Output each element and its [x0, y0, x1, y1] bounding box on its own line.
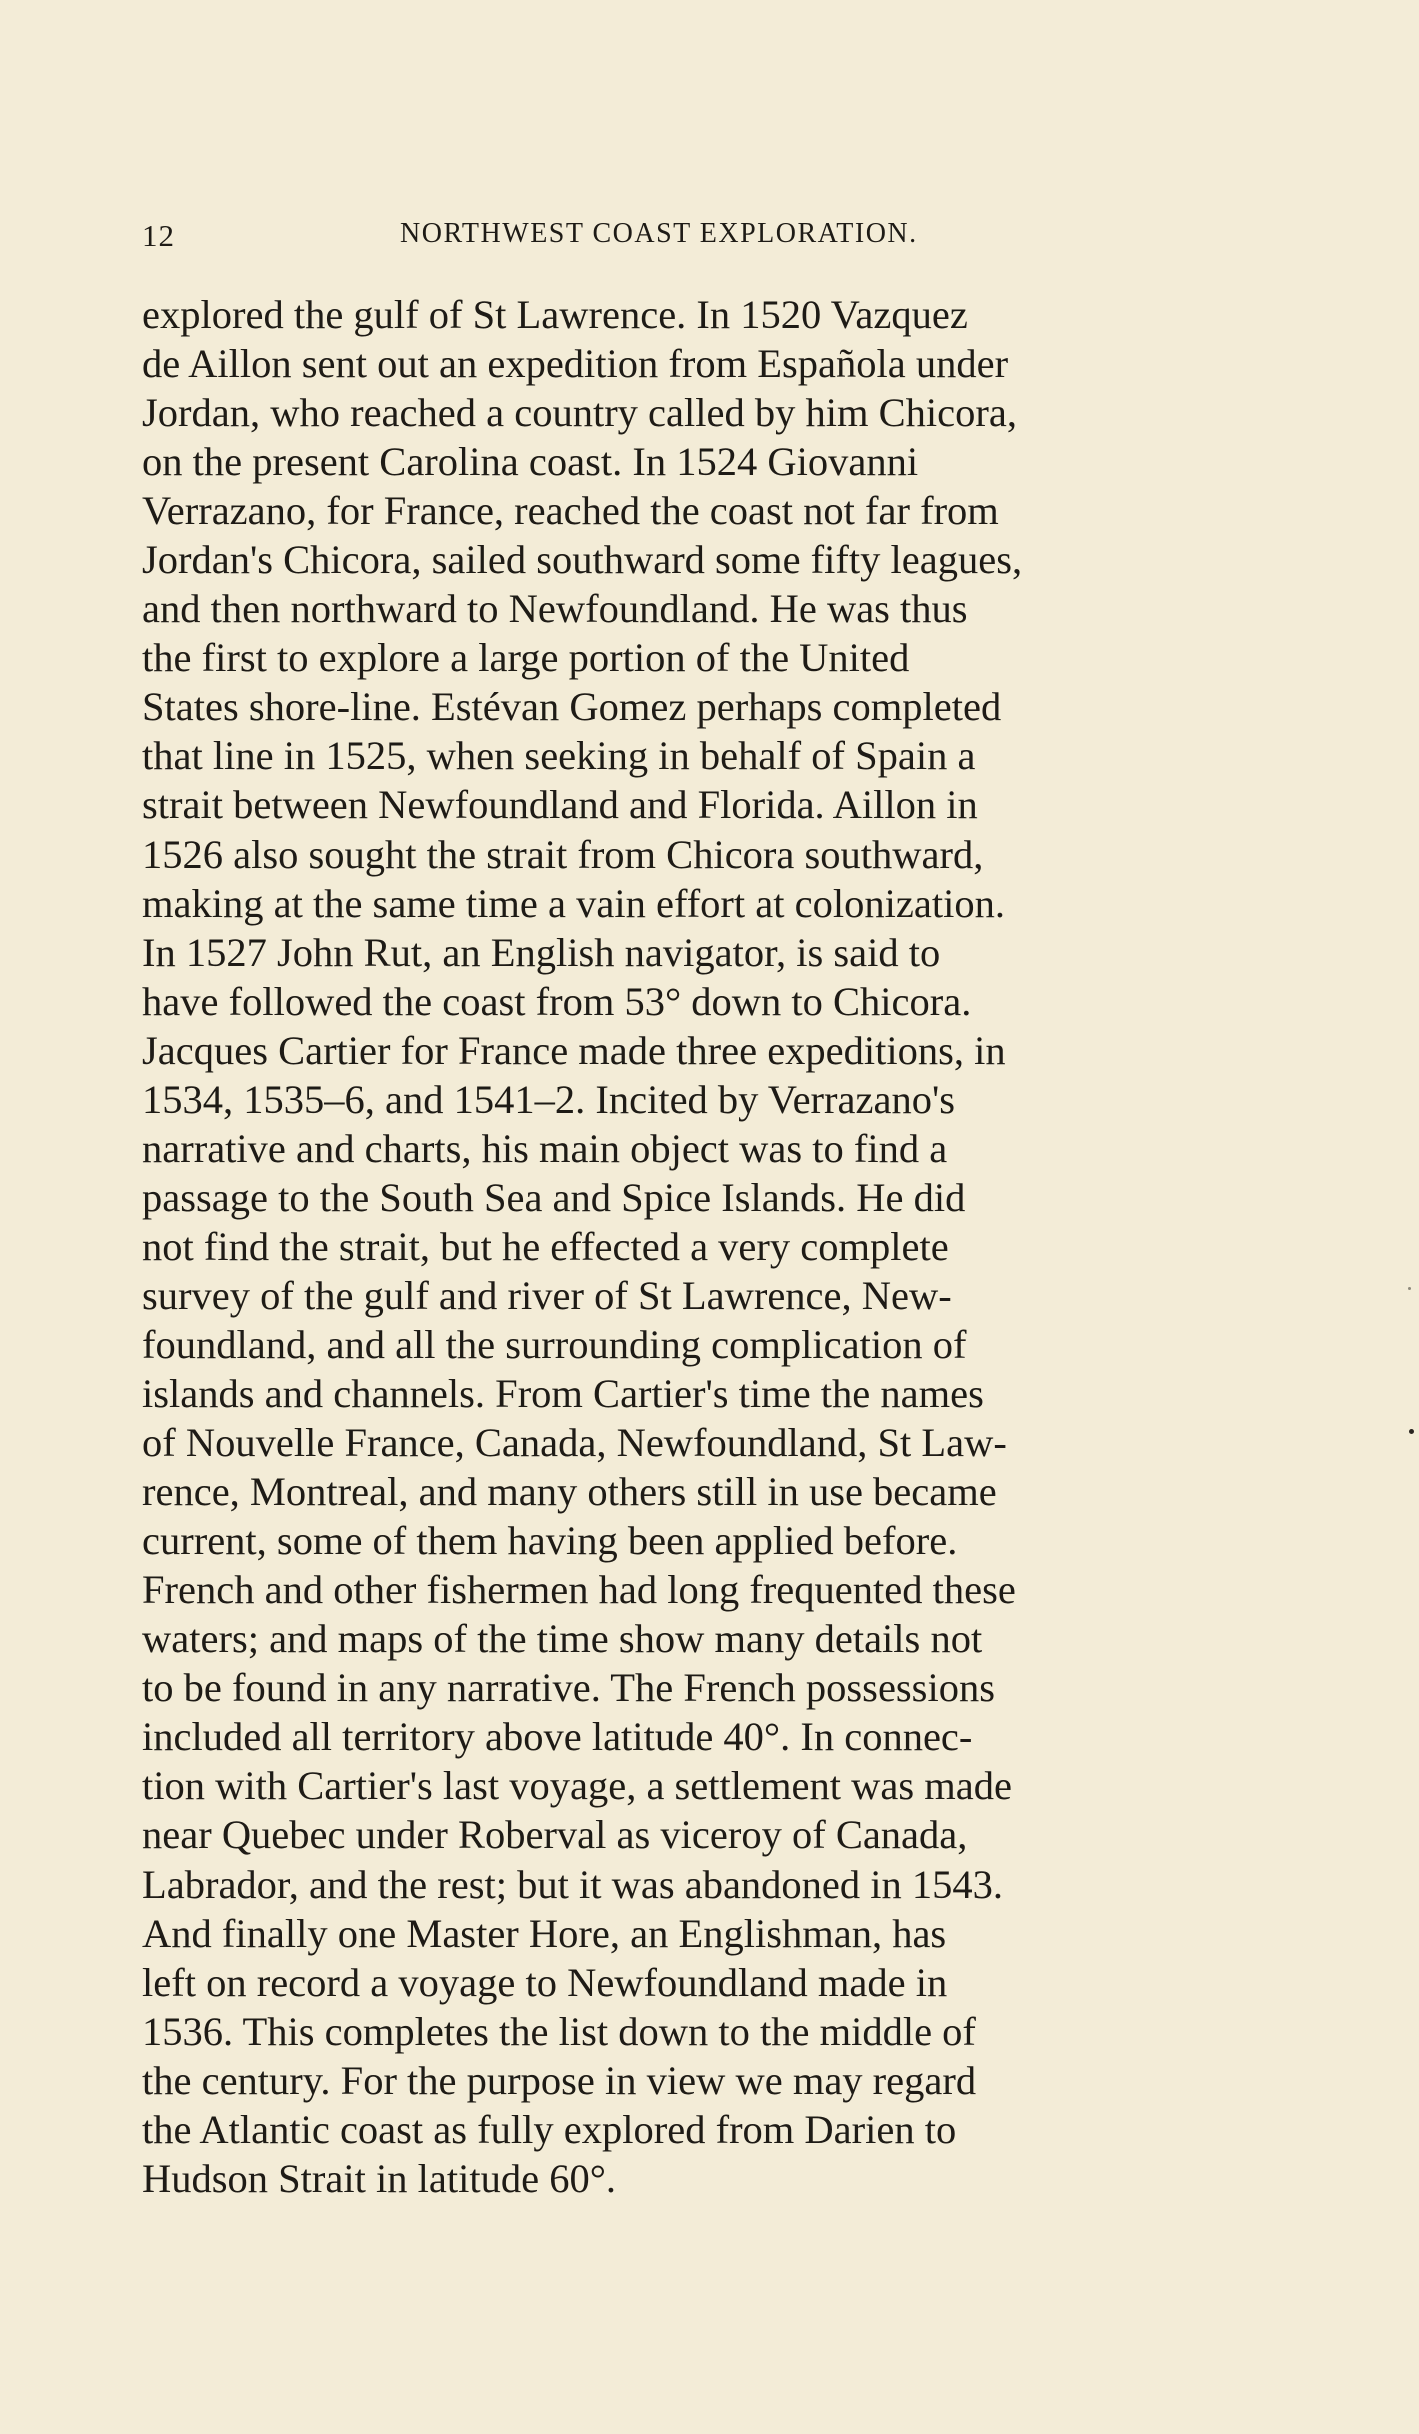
print-speck [1408, 1287, 1411, 1290]
text-line: to be found in any narrative. The French possessions [142, 1665, 995, 1711]
text-line: that line in 1525, when seeking in behalf of Spain a [142, 733, 976, 779]
text-line: strait between Newfoundland and Florida. Aillon in [142, 782, 978, 828]
text-line: tion with Cartier's last voyage, a settlement was made [142, 1763, 1012, 1809]
text-line: foundland, and all the surrounding complication of [142, 1321, 967, 1367]
text-line: Jacques Cartier for France made three expeditions, in [142, 1027, 1006, 1073]
text-line: 1536. This completes the list down to the middle of [142, 2008, 976, 2054]
text-line: Labrador, and the rest; but it was abandoned in 1543. [142, 1861, 1004, 1907]
text-line: islands and channels. From Cartier's time the names [142, 1371, 984, 1417]
running-head [142, 218, 1027, 266]
text-line: States shore-line. Estévan Gomez perhaps completed [142, 684, 1002, 730]
text-line: French and other fishermen had long frequented these [142, 1567, 1016, 1613]
text-line: 1534, 1535–6, and 1541–2. Incited by Verrazano's [142, 1076, 956, 1122]
text-line: of Nouvelle France, Canada, Newfoundland, St Law- [142, 1420, 1007, 1466]
print-speck [1409, 1429, 1414, 1434]
text-line: Jordan's Chicora, sailed southward some fifty leagues, [142, 537, 1023, 583]
text-line: rence, Montreal, and many others still in use became [142, 1469, 997, 1515]
text-line: near Quebec under Roberval as viceroy of Canada, [142, 1812, 968, 1858]
text-line: left on record a voyage to Newfoundland made in [142, 1959, 948, 2005]
text-line: the first to explore a large portion of the United [142, 635, 910, 681]
text-line: narrative and charts, his main object was to find a [142, 1125, 948, 1171]
text-line: not find the strait, but he effected a very complete [142, 1223, 949, 1269]
text-line: have followed the coast from 53° down to Chicora. [142, 978, 972, 1024]
text-line: 1526 also sought the strait from Chicora southward, [142, 831, 984, 877]
text-line: on the present Carolina coast. In 1524 Giovanni [142, 439, 919, 485]
text-line: Hudson Strait in latitude 60°. [142, 2155, 617, 2201]
text-line: Verrazano, for France, reached the coast not far from [142, 488, 999, 534]
text-line: Jordan, who reached a country called by him Chicora, [142, 390, 1017, 436]
text-line: de Aillon sent out an expedition from Española under [142, 341, 1009, 387]
text-line: current, some of them having been applied before. [142, 1518, 958, 1564]
text-line: included all territory above latitude 40°. In connec- [142, 1714, 973, 1760]
text-line: survey of the gulf and river of St Lawrence, New- [142, 1272, 952, 1318]
body-paragraph [142, 290, 1292, 2203]
text-line: and then northward to Newfoundland. He was thus [142, 586, 968, 632]
text-line: passage to the South Sea and Spice Islands. He did [142, 1174, 966, 1220]
page-number: 12 [142, 218, 175, 253]
text-line: making at the same time a vain effort at colonization. [142, 880, 1005, 926]
text-line: In 1527 John Rut, an English navigator, is said to [142, 929, 941, 975]
text-line: And finally one Master Hore, an Englishman, has [142, 1910, 947, 1956]
running-title: NORTHWEST COAST EXPLORATION. [400, 218, 918, 249]
text-line: the century. For the purpose in view we may regard [142, 2057, 977, 2103]
text-line: waters; and maps of the time show many details not [142, 1616, 983, 1662]
text-line: the Atlantic coast as fully explored from Darien to [142, 2106, 957, 2152]
text-line: explored the gulf of St Lawrence. In 1520 Vazquez [142, 292, 968, 337]
